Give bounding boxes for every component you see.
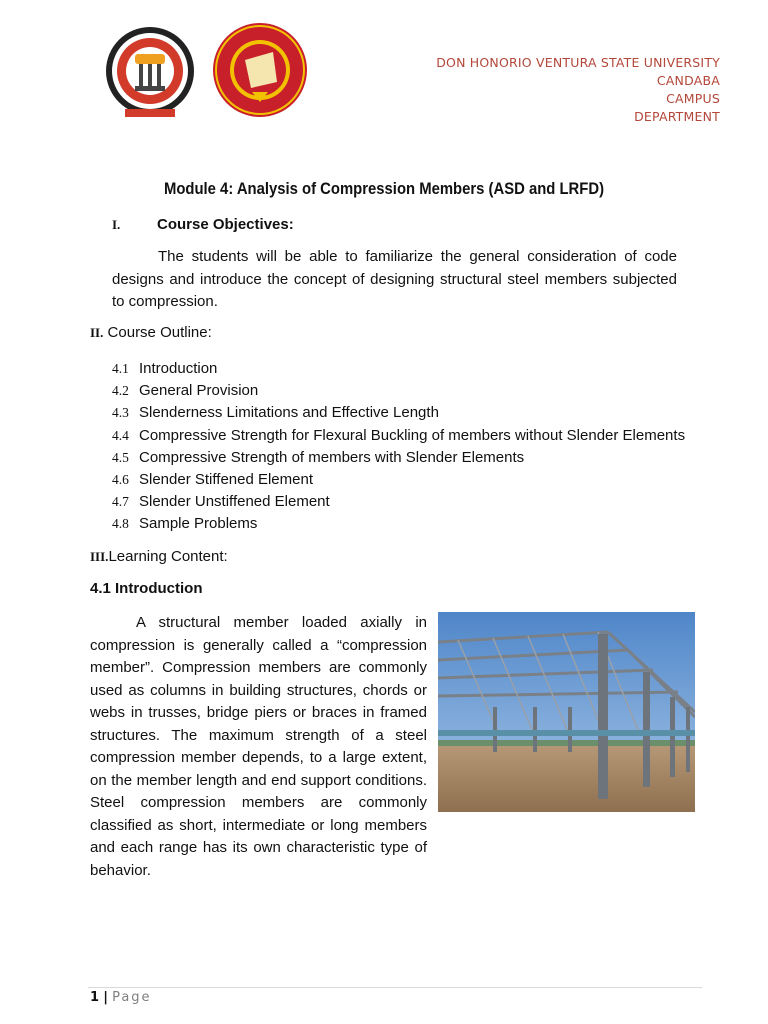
- engineering-gear-icon: [106, 27, 194, 117]
- course-outline-list: [112, 358, 685, 536]
- objectives-heading: [112, 216, 294, 233]
- item-number: 4.8: [112, 516, 129, 532]
- header-logos: [105, 22, 310, 120]
- steel-frame-photo: [438, 612, 695, 812]
- learning-heading: [90, 548, 228, 565]
- campus-name: CANDABA: [656, 73, 720, 88]
- objectives-text: The students will be able to familiarize the general consideration of code designs and introduce the concept of designing structural steel members subjected to compression.: [112, 248, 677, 310]
- item-text: Introduction: [139, 360, 218, 377]
- item-number: 4.2: [112, 383, 129, 399]
- page-footer: [90, 990, 152, 1005]
- item-number: 4.4: [112, 427, 129, 443]
- list-item: [112, 358, 685, 380]
- list-item: [112, 447, 685, 469]
- page-label: Page: [112, 990, 152, 1005]
- item-text: Slenderness Limitations and Effective Length: [139, 404, 439, 422]
- university-seal-icon: [213, 23, 307, 117]
- item-number: 4.1: [112, 361, 129, 376]
- item-text: Slender Unstiffened Element: [139, 493, 330, 511]
- footer-divider: [88, 987, 702, 988]
- learning-label: Learning Content:: [108, 548, 228, 565]
- page-separator: |: [103, 990, 108, 1005]
- outline-numeral: II.: [90, 325, 104, 340]
- outline-label: Course Outline:: [107, 324, 212, 341]
- list-item: [112, 402, 685, 424]
- item-number: 4.6: [112, 472, 129, 488]
- campus-label: CAMPUS: [666, 91, 720, 106]
- module-title: Module 4: Analysis of Compression Members (ASD and LRFD): [163, 180, 605, 198]
- item-number: 4.7: [112, 494, 129, 510]
- item-number: 4.5: [112, 449, 129, 465]
- item-text: General Provision: [139, 382, 259, 400]
- steel-structure-image: [438, 612, 695, 812]
- department-label: DEPARTMENT: [634, 109, 720, 124]
- list-item: [112, 491, 685, 513]
- objectives-numeral: I.: [112, 217, 121, 232]
- objectives-label: Course Objectives:: [157, 216, 294, 233]
- introduction-paragraph: [90, 612, 427, 882]
- section-heading: 4.1 Introduction: [90, 580, 203, 597]
- list-item: [112, 469, 685, 491]
- learning-numeral: III.: [90, 549, 109, 564]
- university-name: DON HONORIO VENTURA STATE UNIVERSITY: [436, 55, 720, 70]
- item-text: Sample Problems: [139, 515, 258, 533]
- list-item: [112, 425, 685, 447]
- item-text: Compressive Strength for Flexural Buckling of members without Slender Elements: [139, 426, 686, 444]
- college-seal-logo: [105, 22, 310, 120]
- item-text: Slender Stiffened Element: [139, 471, 314, 489]
- list-item: [112, 513, 685, 535]
- objectives-paragraph: [112, 246, 677, 314]
- university-header: [436, 54, 720, 126]
- outline-heading: [90, 324, 212, 341]
- item-text: Compressive Strength of members with Slender Elements: [139, 448, 525, 466]
- list-item: [112, 380, 685, 402]
- introduction-text: A structural member loaded axially in compression is generally called a “compression member”. Compression members are commonly used as columns in building structures, chords or webs in trusses, bridge piers or braces in framed structures. The maximum strength of a steel compression member depends, to a large extent, on the member length and end support conditions. Steel compression members are commonly classified as short, intermediate or long members and each range has its own characteristic type of behavior.: [90, 614, 427, 879]
- item-number: 4.3: [112, 405, 129, 421]
- page-number: 1: [90, 990, 100, 1005]
